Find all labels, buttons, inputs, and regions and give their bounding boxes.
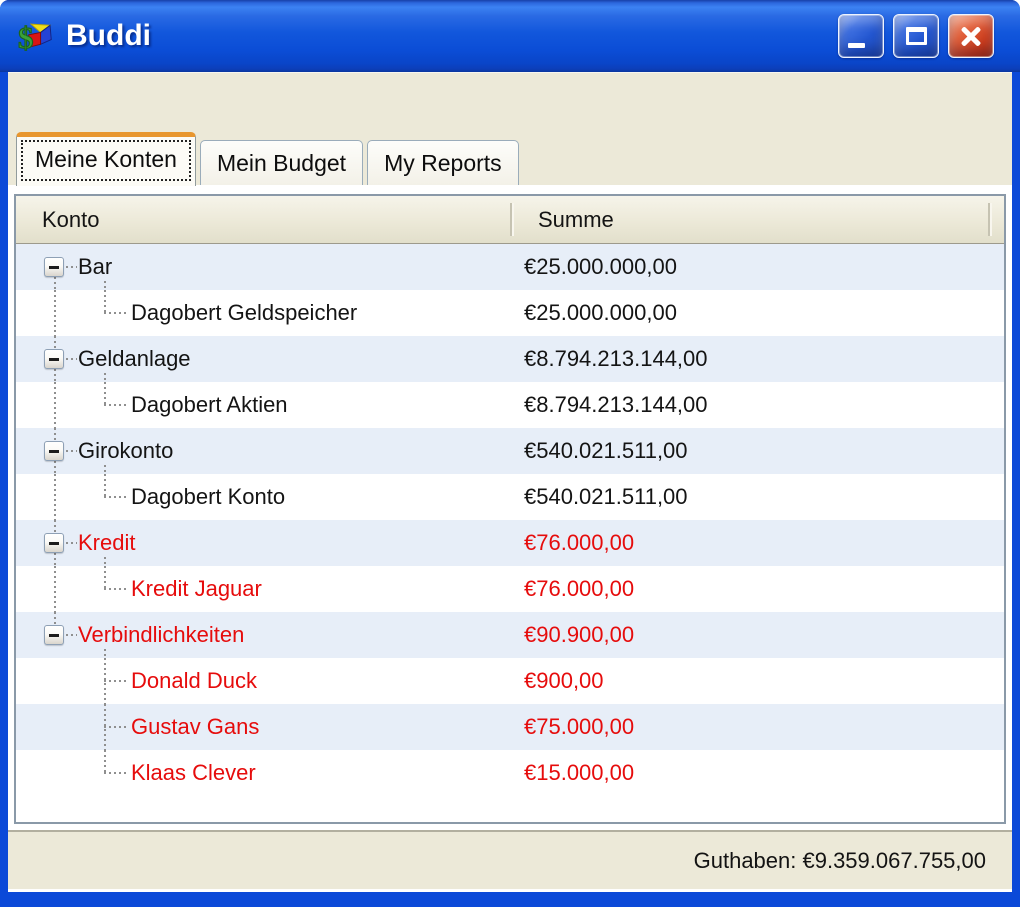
account-row[interactable] [16,428,1004,474]
account-row[interactable] [16,290,1004,336]
buddi-app-icon [18,17,56,55]
maximize-icon [906,27,927,45]
account-name: Dagobert Konto [131,484,286,509]
account-name: Bar [78,254,113,279]
tree-line [66,450,77,452]
window-controls [838,14,994,58]
tree-line [54,474,56,520]
minimize-button[interactable] [838,14,884,58]
tab[interactable] [367,140,519,185]
tab[interactable] [16,132,196,186]
account-amount: €8.794.213.144,00 [524,392,708,417]
account-name: Donald Duck [131,668,257,693]
account-row[interactable] [16,566,1004,612]
account-name: Gustav Gans [131,714,260,739]
tree-line [104,680,128,682]
tree-line [104,557,106,566]
tree-collapse-minus-icon[interactable] [44,349,64,369]
tree-line [104,726,128,728]
tree-collapse-minus-icon[interactable] [44,533,64,553]
tree-line [54,336,56,349]
tab-strip [8,128,1012,185]
tree-line [66,266,77,268]
account-row[interactable] [16,382,1004,428]
tree-line [54,553,56,566]
accounts-tree-table [14,194,1006,824]
tree-line [66,358,77,360]
tree-line [54,290,56,336]
tab-label: Mein Budget [216,149,347,176]
tree-line [104,382,106,405]
account-amount: €15.000,00 [524,760,635,785]
tree-line [66,542,77,544]
window-title: Buddi [66,19,151,52]
account-amount: €540.021.511,00 [524,438,688,463]
account-amount: €540.021.511,00 [524,484,688,509]
tree-line [104,496,128,498]
account-amount: €76.000,00 [524,530,635,555]
tree-line [54,566,56,612]
svg-text:$: $ [18,19,34,55]
account-name: Klaas Clever [131,760,256,785]
account-amount: €8.794.213.144,00 [524,346,708,371]
account-amount: €75.000,00 [524,714,635,739]
account-row[interactable] [16,750,1004,796]
tree-line [104,588,128,590]
tree-line [104,750,106,773]
account-name: Dagobert Aktien [131,392,288,417]
tab[interactable] [200,140,363,185]
account-row[interactable] [16,612,1004,658]
tree-line [104,404,128,406]
table-body [16,244,1004,822]
account-name: Kredit Jaguar [131,576,262,601]
account-row[interactable] [16,336,1004,382]
account-name: Dagobert Geldspeicher [131,300,358,325]
account-amount: €76.000,00 [524,576,635,601]
tree-line [104,281,106,290]
column-separator[interactable] [988,203,990,236]
tree-line [54,428,56,441]
tree-line [104,566,106,589]
menu-bar [8,72,1012,128]
account-amount: €90.900,00 [524,622,635,647]
account-row[interactable] [16,474,1004,520]
status-bar [8,830,1012,892]
tree-line [54,277,56,290]
account-row[interactable] [16,658,1004,704]
balance-total: Guthaben: €9.359.067.755,00 [693,847,986,873]
maximize-button[interactable] [893,14,939,58]
tree-line [54,369,56,382]
minimize-icon [848,43,865,48]
tree-line [54,461,56,474]
tree-line [104,312,128,314]
tree-line [104,772,128,774]
tree-line [104,474,106,497]
tab-label: Meine Konten [21,140,191,181]
tree-collapse-minus-icon[interactable] [44,257,64,277]
account-row[interactable] [16,244,1004,290]
tab-label: My Reports [384,149,502,176]
tree-line [104,465,106,474]
tree-collapse-minus-icon[interactable] [44,441,64,461]
table-header [16,196,1004,244]
window-client-area [8,72,1012,892]
tree-line [104,649,106,658]
accounts-panel [8,185,1012,830]
account-name: Girokonto [78,438,174,463]
title-bar[interactable] [0,0,1020,72]
account-name: Geldanlage [78,346,191,371]
tree-collapse-minus-icon[interactable] [44,625,64,645]
tree-line [104,373,106,382]
account-amount: €900,00 [524,668,604,693]
account-row[interactable] [16,704,1004,750]
account-name: Verbindlichkeiten [78,622,245,647]
column-header-konto[interactable]: Konto [42,206,100,232]
close-button[interactable] [948,14,994,58]
tree-line [66,634,77,636]
account-amount: €25.000.000,00 [524,300,677,325]
column-separator[interactable] [510,203,512,236]
column-header-summe[interactable]: Summe [538,206,614,232]
tree-line [54,520,56,533]
account-amount: €25.000.000,00 [524,254,677,279]
tree-line [54,612,56,625]
tree-line [54,382,56,428]
account-name: Kredit [78,530,136,555]
account-row[interactable] [16,520,1004,566]
tree-line [104,290,106,313]
